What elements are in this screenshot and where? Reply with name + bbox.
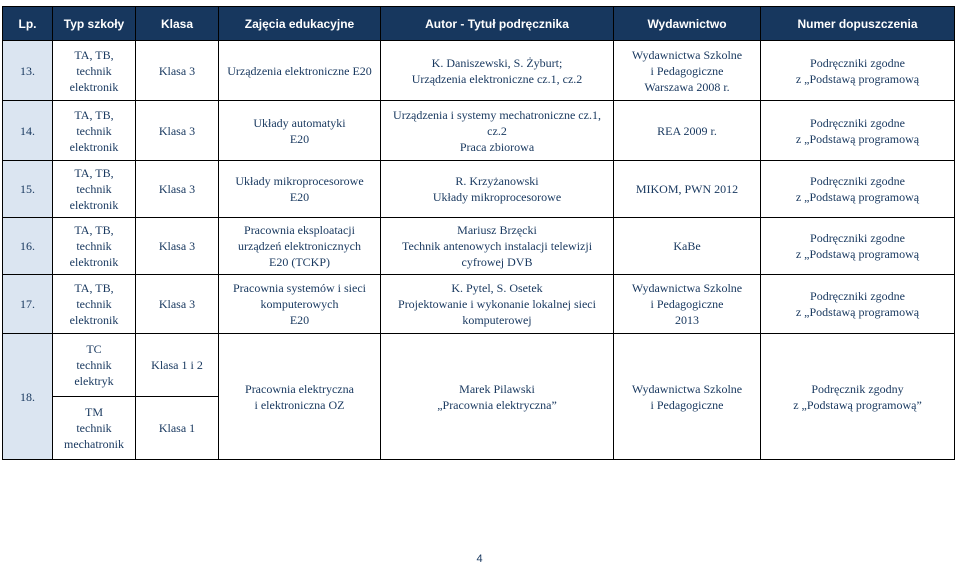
cell-line: TA, TB, <box>74 223 114 237</box>
publisher-cell <box>614 275 761 334</box>
header-numer: Numer dopuszczenia <box>761 7 955 41</box>
approval-cell <box>761 101 955 161</box>
cell-line: technik <box>76 358 112 372</box>
author-title-cell <box>381 334 614 460</box>
cell-line: Podręczniki zgodne <box>810 289 905 303</box>
table-row <box>3 101 955 161</box>
cell-line: elektronik <box>69 139 119 154</box>
cell-line: Urządzenia i systemy mechatroniczne cz.1, <box>393 107 601 122</box>
cell-line: R. Krzyżanowski <box>455 174 539 188</box>
approval-cell <box>761 275 955 334</box>
cell-line: Podręczniki zgodne <box>810 115 905 130</box>
cell-line: E20 <box>289 190 310 204</box>
subject-cell <box>219 161 381 218</box>
cell-line: Mariusz Brzęcki <box>457 223 537 237</box>
table-row <box>3 334 955 397</box>
cell-line: z „Podstawą programową <box>795 247 920 261</box>
publisher-cell <box>614 161 761 218</box>
cell-line: Podręcznik zgodny <box>811 381 904 396</box>
cell-line: Podręczniki zgodne <box>810 231 905 245</box>
cell-line: Podręczniki zgodne <box>810 174 905 188</box>
table-row <box>3 161 955 218</box>
publisher-cell <box>614 218 761 275</box>
class-cell: Klasa 1 <box>136 397 219 460</box>
cell-line: Projektowanie i wykonanie lokalnej sieci <box>398 297 596 311</box>
cell-line: Pracownia elektryczna <box>245 381 354 396</box>
class-cell: Klasa 3 <box>136 161 219 218</box>
school-type-cell <box>53 101 136 161</box>
cell-line: Układy mikroprocesorowe <box>432 190 562 204</box>
publisher-cell <box>614 101 761 161</box>
cell-line: i Pedagogiczne <box>650 63 724 78</box>
cell-line: technik <box>76 239 112 253</box>
cell-line: mechatronik <box>64 437 124 451</box>
cell-line: „Pracownia elektryczna” <box>437 397 557 412</box>
cell-line: z „Podstawą programową <box>795 305 920 319</box>
cell-line: E20 <box>289 131 310 146</box>
cell-line: MIKOM, PWN 2012 <box>635 182 739 196</box>
subject-cell <box>219 218 381 275</box>
cell-line: Technik antenowych instalacji telewizji <box>401 239 593 253</box>
header-zajecia: Zajęcia edukacyjne <box>219 7 381 41</box>
author-title-cell <box>381 218 614 275</box>
cell-line: elektronik <box>69 255 119 269</box>
cell-line: Układy automatyki <box>253 115 346 130</box>
class-cell: Klasa 3 <box>136 275 219 334</box>
cell-line: Pracownia systemów i sieci <box>233 281 366 295</box>
page-number: 4 <box>476 553 483 565</box>
cell-line: Warszawa 2008 r. <box>644 79 730 94</box>
header-klasa: Klasa <box>136 7 219 41</box>
class-cell: Klasa 1 i 2 <box>136 334 219 397</box>
approval-cell <box>761 161 955 218</box>
cell-line: technik <box>76 63 112 78</box>
cell-line: Marek Pilawski <box>459 381 535 396</box>
cell-line: i Pedagogiczne <box>650 397 724 412</box>
cell-line: Praca zbiorowa <box>459 139 535 154</box>
approval-cell <box>761 218 955 275</box>
cell-line: K. Daniszewski, S. Żyburt; <box>431 55 563 70</box>
row-number: 14. <box>3 101 53 161</box>
cell-line: komputerowej <box>462 313 532 327</box>
cell-line: Urządzenia elektroniczne cz.1, cz.2 <box>411 71 583 86</box>
approval-cell <box>761 41 955 101</box>
row-number: 18. <box>3 334 53 460</box>
cell-line: komputerowych <box>260 297 339 311</box>
school-type-cell <box>53 275 136 334</box>
subject-cell <box>219 41 381 101</box>
cell-line: TA, TB, <box>74 166 114 180</box>
cell-line: elektronik <box>69 313 119 327</box>
author-title-cell <box>381 41 614 101</box>
class-cell: Klasa 3 <box>136 101 219 161</box>
cell-line: REA 2009 r. <box>657 123 717 138</box>
school-type-cell <box>53 218 136 275</box>
publisher-cell <box>614 334 761 460</box>
class-cell: Klasa 3 <box>136 218 219 275</box>
cell-line: technik <box>76 123 112 138</box>
school-type-cell <box>53 334 136 397</box>
subject-cell <box>219 334 381 460</box>
cell-line: elektronik <box>69 79 119 94</box>
table-row <box>3 41 955 101</box>
header-typ-szkoly: Typ szkoły <box>53 7 136 41</box>
cell-line: KaBe <box>673 239 701 253</box>
school-type-cell <box>53 397 136 460</box>
cell-line: elektronik <box>69 198 119 212</box>
cell-line: z „Podstawą programową <box>795 190 920 204</box>
cell-line: E20 (TCKP) <box>269 255 330 269</box>
cell-line: Podręczniki zgodne <box>810 55 905 70</box>
row-number: 16. <box>3 218 53 275</box>
cell-line: E20 <box>289 313 310 327</box>
cell-line: TA, TB, <box>74 281 114 295</box>
cell-line: technik <box>76 297 112 311</box>
cell-line: TA, TB, <box>74 107 114 122</box>
cell-line: technik <box>76 421 112 435</box>
cell-line: Wydawnictwa Szkolne <box>631 381 743 396</box>
header-row <box>3 7 955 41</box>
cell-line: z „Podstawą programową” <box>793 397 922 412</box>
publisher-cell <box>614 41 761 101</box>
header-wydawnictwo: Wydawnictwo <box>614 7 761 41</box>
cell-line: z „Podstawą programową <box>795 71 920 86</box>
author-title-cell <box>381 161 614 218</box>
school-type-cell <box>53 41 136 101</box>
approval-cell <box>761 334 955 460</box>
header-autor-tytul: Autor - Tytuł podręcznika <box>381 7 614 41</box>
school-type-cell <box>53 161 136 218</box>
table-row <box>3 218 955 275</box>
header-lp: Lp. <box>3 7 53 41</box>
table-row <box>3 275 955 334</box>
cell-line: K. Pytel, S. Osetek <box>451 281 543 295</box>
cell-line: Wydawnictwa Szkolne <box>631 47 743 62</box>
subject-cell <box>219 275 381 334</box>
cell-line: urządzeń elektronicznych <box>238 239 361 253</box>
row-number: 13. <box>3 41 53 101</box>
cell-line: cz.2 <box>487 123 507 138</box>
row-number: 15. <box>3 161 53 218</box>
cell-line: technik <box>76 182 112 196</box>
row-number: 17. <box>3 275 53 334</box>
cell-line: Urządzenia elektroniczne E20 <box>227 63 372 78</box>
cell-line: 2013 <box>675 313 699 327</box>
cell-line: TM <box>85 405 103 419</box>
cell-line: Wydawnictwa Szkolne <box>631 281 743 295</box>
cell-line: TC <box>86 342 102 356</box>
cell-line: i Pedagogiczne <box>650 297 724 311</box>
author-title-cell <box>381 101 614 161</box>
cell-line: elektryk <box>74 374 114 388</box>
textbook-table <box>2 6 955 460</box>
cell-line: Pracownia eksploatacji <box>244 223 355 237</box>
cell-line: z „Podstawą programową <box>795 131 920 146</box>
subject-cell <box>219 101 381 161</box>
class-cell: Klasa 3 <box>136 41 219 101</box>
author-title-cell <box>381 275 614 334</box>
cell-line: i elektroniczna OZ <box>254 397 345 412</box>
cell-line: TA, TB, <box>74 47 114 62</box>
cell-line: Układy mikroprocesorowe <box>235 174 364 188</box>
cell-line: cyfrowej DVB <box>461 255 533 269</box>
